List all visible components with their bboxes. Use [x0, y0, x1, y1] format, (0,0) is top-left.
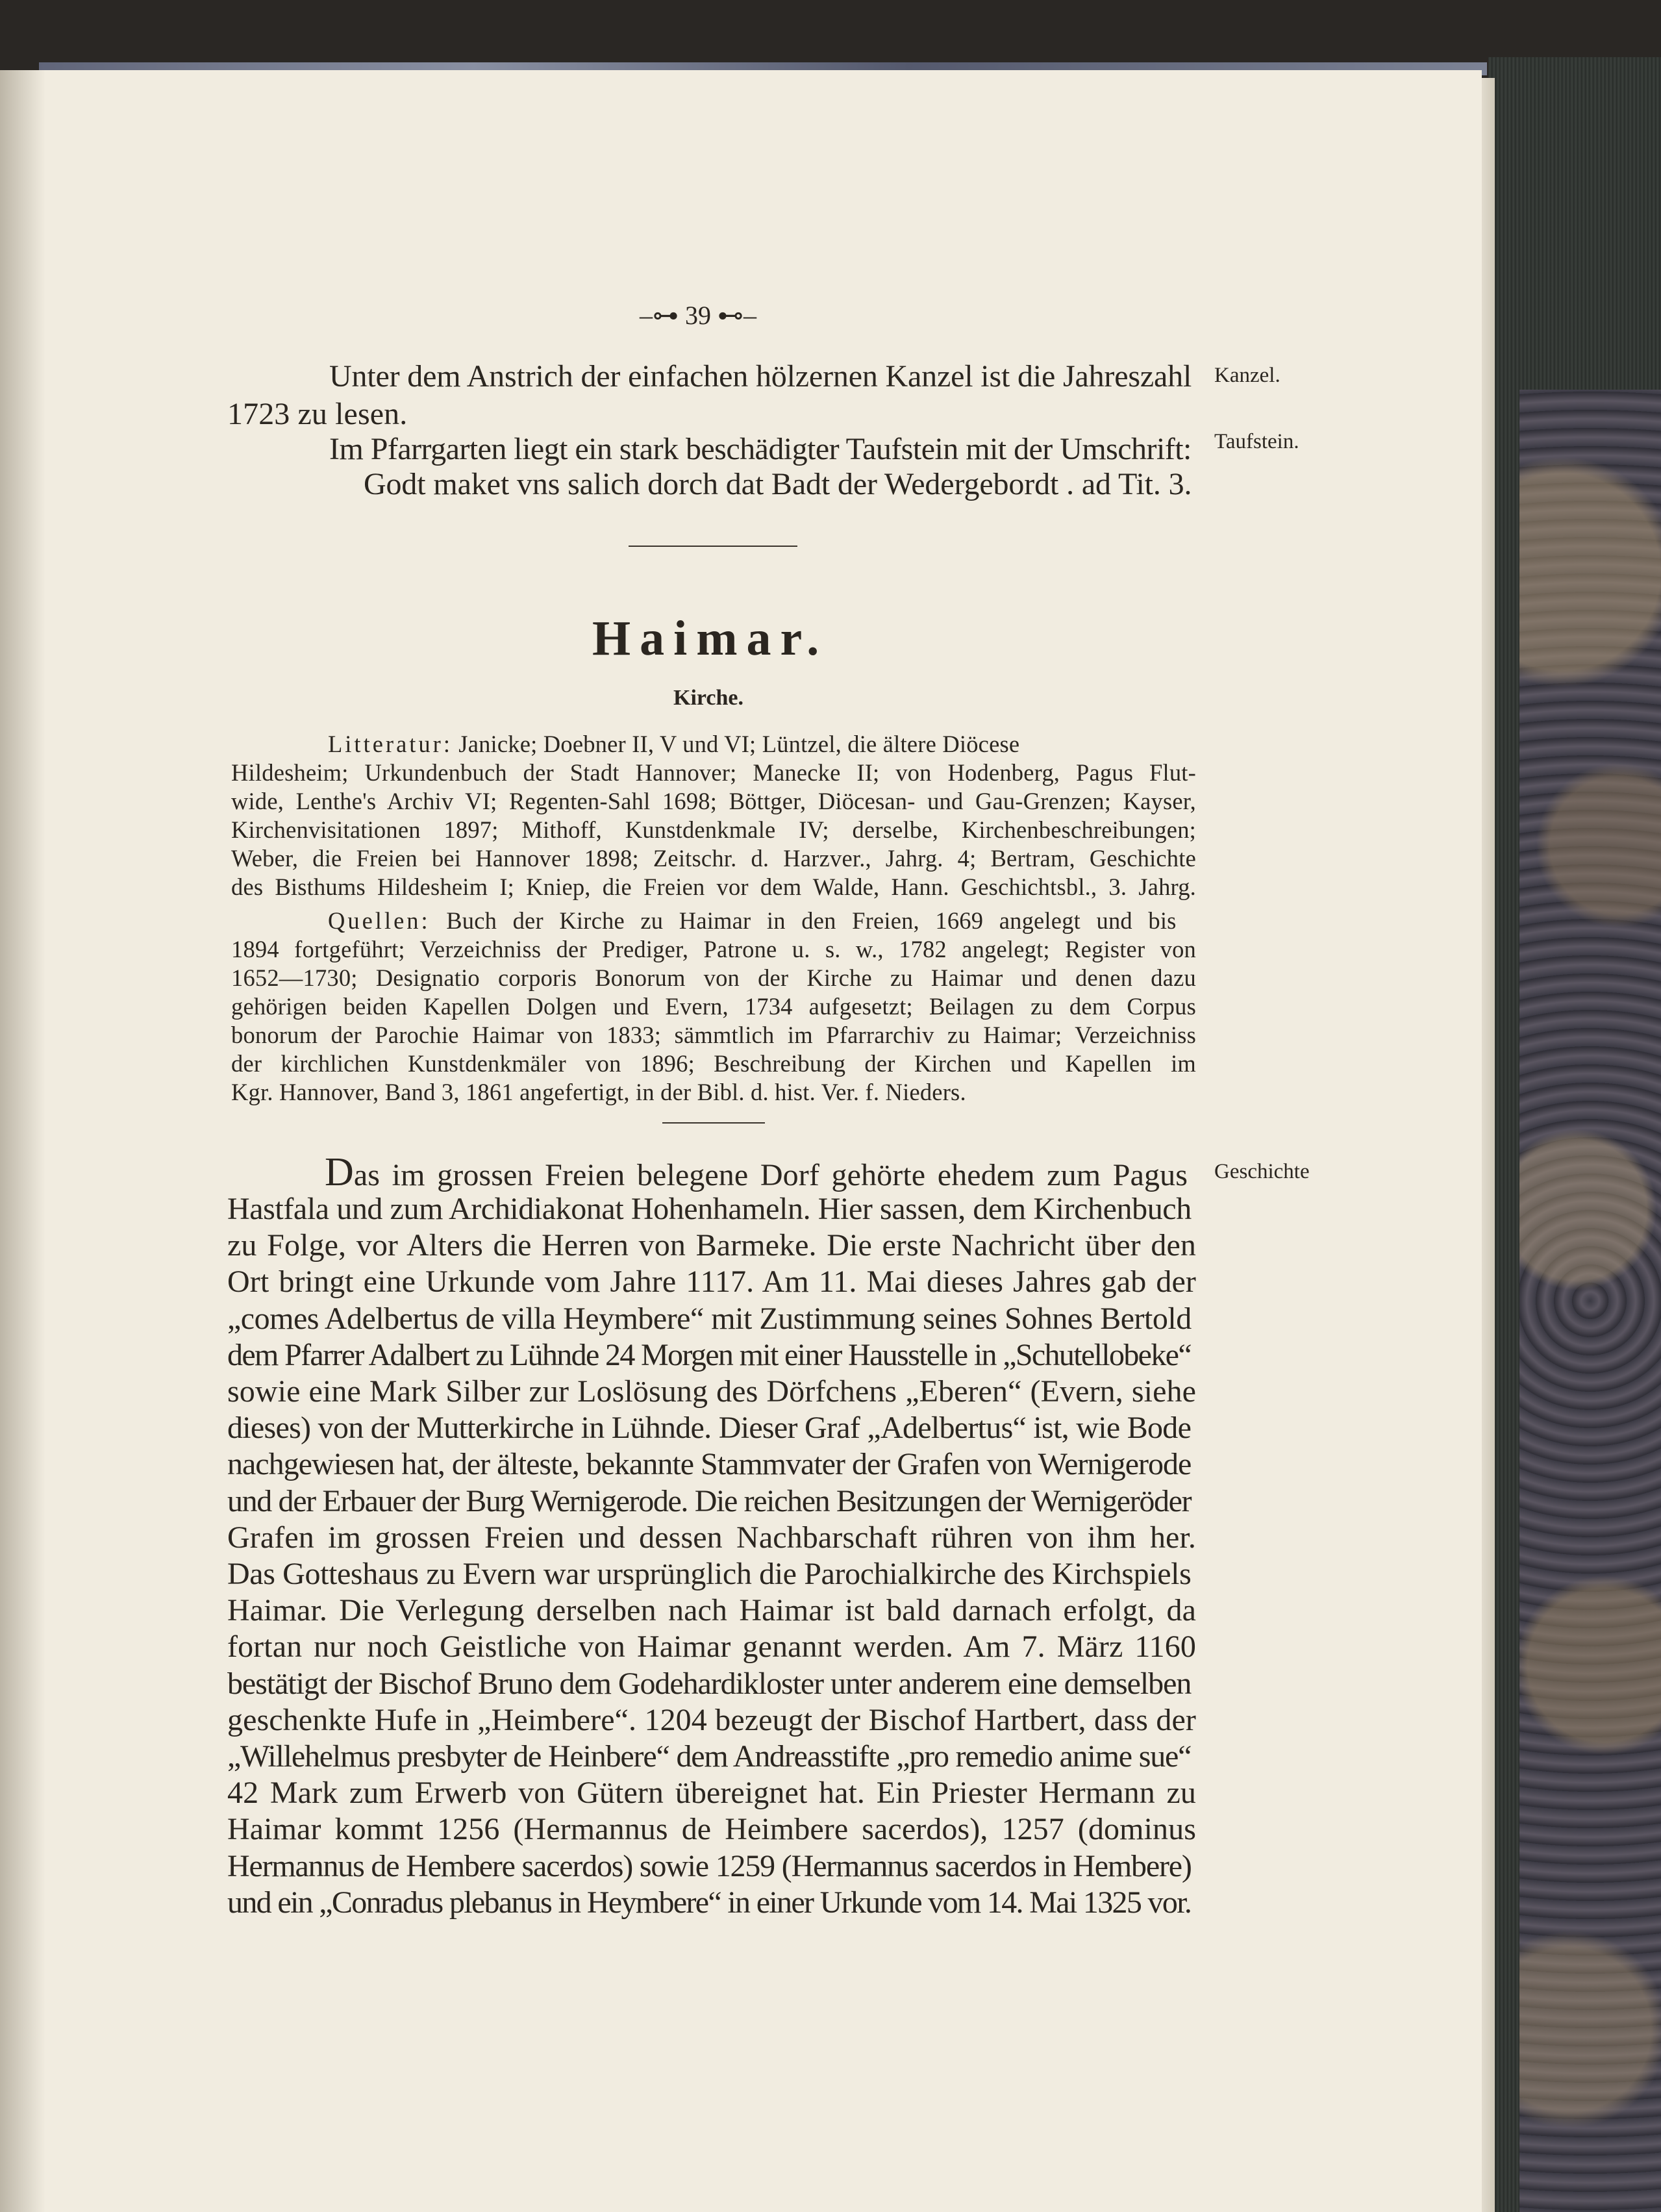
- margin-note-taufstein: Taufstein.: [1214, 430, 1299, 453]
- geschichte-line: „comes Adelbertus de villa Heymbere“ mit Zustimmung seines Sohnes Bertold: [227, 1301, 1192, 1336]
- literatur-line-2: Hildesheim; Urkundenbuch der Stadt Hannover; Manecke II; von Hodenberg, Pagus Flut-: [231, 759, 1196, 786]
- literatur-line-5: Weber, die Freien bei Hannover 1898; Zeitschr. d. Harzver., Jahrg. 4; Bertram, Geschichte: [231, 845, 1196, 872]
- geschichte-line: Hermannus de Hembere sacerdos) sowie 1259 (Hermannus sacerdos in Hembere): [227, 1848, 1192, 1883]
- page-title: Haimar.: [592, 611, 829, 666]
- geschichte-line: dem Pfarrer Adalbert zu Lühnde 24 Morgen mit einer Hausstelle in „Schutellobeke“: [227, 1337, 1191, 1372]
- geschichte-line: und ein „Conradus plebanus in Heymbere“ in einer Urkunde vom 14. Mai 1325 vor.: [227, 1885, 1192, 1920]
- geschichte-line: zu Folge, vor Alters die Herren von Barmeke. Die erste Nachricht über den: [227, 1228, 1196, 1263]
- quellen-line-5: bonorum der Parochie Haimar von 1833; sämmtlich im Pfarrarchiv zu Haimar; Verzeichniss: [231, 1022, 1196, 1048]
- geschichte-line: Haimar. Die Verlegung derselben nach Haimar ist bald darnach erfolgt, da: [227, 1593, 1196, 1628]
- geschichte-line: und der Erbauer der Burg Wernigerode. Die reichen Besitzungen der Wernigeröder: [227, 1483, 1192, 1518]
- geschichte-line: geschenkte Hufe in „Heimbere“. 1204 bezeugt der Bischof Hartbert, dass der: [227, 1702, 1196, 1737]
- intro-line-4: Godt maket vns salich dorch dat Badt der Wedergebordt . ad Tit. 3.: [364, 467, 1192, 501]
- margin-note-kanzel: Kanzel.: [1214, 364, 1280, 387]
- literatur-line-6: des Bisthums Hildesheim I; Kniep, die Freien vor dem Walde, Hann. Geschichtsbl., 3. Jahrg.: [231, 873, 1196, 900]
- geschichte-first-line: as im grossen Freien belegene Dorf gehörte ehedem zum Pagus: [353, 1158, 1188, 1192]
- quellen-line-2: 1894 fortgeführt; Verzeichniss der Prediger, Patrone u. s. w., 1782 angelegt; Register von: [231, 936, 1196, 962]
- quellen-line-3: 1652—1730; Designatio corporis Bonorum von der Kirche zu Haimar und denen dazu: [231, 964, 1196, 991]
- quellen-line-1: [328, 909, 1177, 933]
- geschichte-line: nachgewiesen hat, der älteste, bekannte Stammvater der Grafen von Wernigerode: [227, 1447, 1192, 1482]
- marbled-endpaper: [1519, 390, 1661, 2212]
- geschichte-line: dieses) von der Mutterkirche in Lühnde. Dieser Graf „Adelbertus“ ist, wie Bode: [227, 1411, 1192, 1446]
- literatur-line-4: Kirchenvisitationen 1897; Mithoff, Kunstdenkmale IV; derselbe, Kirchenbeschreibungen;: [231, 816, 1196, 843]
- quellen-label: Quellen:: [328, 907, 431, 934]
- section-subtitle: Kirche.: [673, 686, 743, 710]
- geschichte-line: sowie eine Mark Silber zur Loslösung des Dörfchens „Eberen“ (Evern, siehe: [227, 1374, 1196, 1409]
- geschichte-line: bestätigt der Bischof Bruno dem Godehardikloster unter anderem eine demselben: [227, 1666, 1192, 1701]
- geschichte-line: fortan nur noch Geistliche von Haimar genannt werden. Am 7. März 1160: [227, 1629, 1196, 1665]
- quellen-line-7: Kgr. Hannover, Band 3, 1861 angefertigt, in der Bibl. d. hist. Ver. f. Nieders.: [231, 1079, 966, 1105]
- margin-note-geschichte: Geschichte: [1214, 1160, 1310, 1183]
- gutter-shadow: [0, 70, 45, 2212]
- geschichte-line: Haimar kommt 1256 (Hermannus de Heimbere sacerdos), 1257 (dominus: [227, 1812, 1196, 1847]
- quellen-line-6: der kirchlichen Kunstdenkmäler von 1896; Beschreibung der Kirchen und Kapellen im: [231, 1050, 1196, 1077]
- geschichte-line-1: [325, 1152, 1188, 1192]
- geschichte-line: „Willehelmus presbyter de Heinbere“ dem Andreasstifte „pro remedio anime sue“: [227, 1739, 1192, 1774]
- intro-line-2: 1723 zu lesen.: [227, 397, 408, 431]
- geschichte-line: Hastfala und zum Archidiakonat Hohenhameln. Hier sassen, dem Kirchenbuch: [227, 1192, 1192, 1226]
- geschichte-line: Grafen im grossen Freien und dessen Nachbarschaft rühren von ihm her.: [227, 1520, 1196, 1555]
- intro-line-3: Im Pfarrgarten liegt ein stark beschädigter Taufstein mit der Umschrift:: [329, 432, 1192, 466]
- section-divider-2: [662, 1122, 765, 1124]
- page-edge: [1480, 78, 1495, 2212]
- literatur-text-0: Janicke; Doebner II, V und VI; Lüntzel, die ältere Diöcese: [452, 731, 1020, 757]
- geschichte-line: Ort bringt eine Urkunde vom Jahre 1117. Am 11. Mai dieses Jahres gab der: [227, 1264, 1196, 1300]
- literatur-line-1: [328, 733, 1019, 757]
- literatur-line-3: wide, Lenthe's Archiv VI; Regenten-Sahl 1698; Böttger, Diöcesan- und Gau-Grenzen; Kayser,: [231, 788, 1196, 814]
- intro-line-1: Unter dem Anstrich der einfachen hölzernen Kanzel ist die Jahreszahl: [329, 359, 1192, 394]
- quellen-line-4: gehörigen beiden Kapellen Dolgen und Evern, 1734 aufgesetzt; Beilagen zu dem Corpus: [231, 993, 1196, 1020]
- section-divider: [629, 546, 797, 547]
- geschichte-line: Das Gotteshaus zu Evern war ursprünglich die Parochialkirche des Kirchspiels: [227, 1557, 1192, 1591]
- dropcap-letter: D: [325, 1150, 354, 1194]
- quellen-text-0: Buch der Kirche zu Haimar in den Freien, 1669 angelegt und bis: [430, 907, 1177, 934]
- geschichte-line: 42 Mark zum Erwerb von Gütern übereignet hat. Ein Priester Hermann zu: [227, 1776, 1196, 1811]
- page-number: –⊶ 39 ⊷–: [640, 301, 756, 330]
- literatur-label: Litteratur:: [328, 731, 453, 757]
